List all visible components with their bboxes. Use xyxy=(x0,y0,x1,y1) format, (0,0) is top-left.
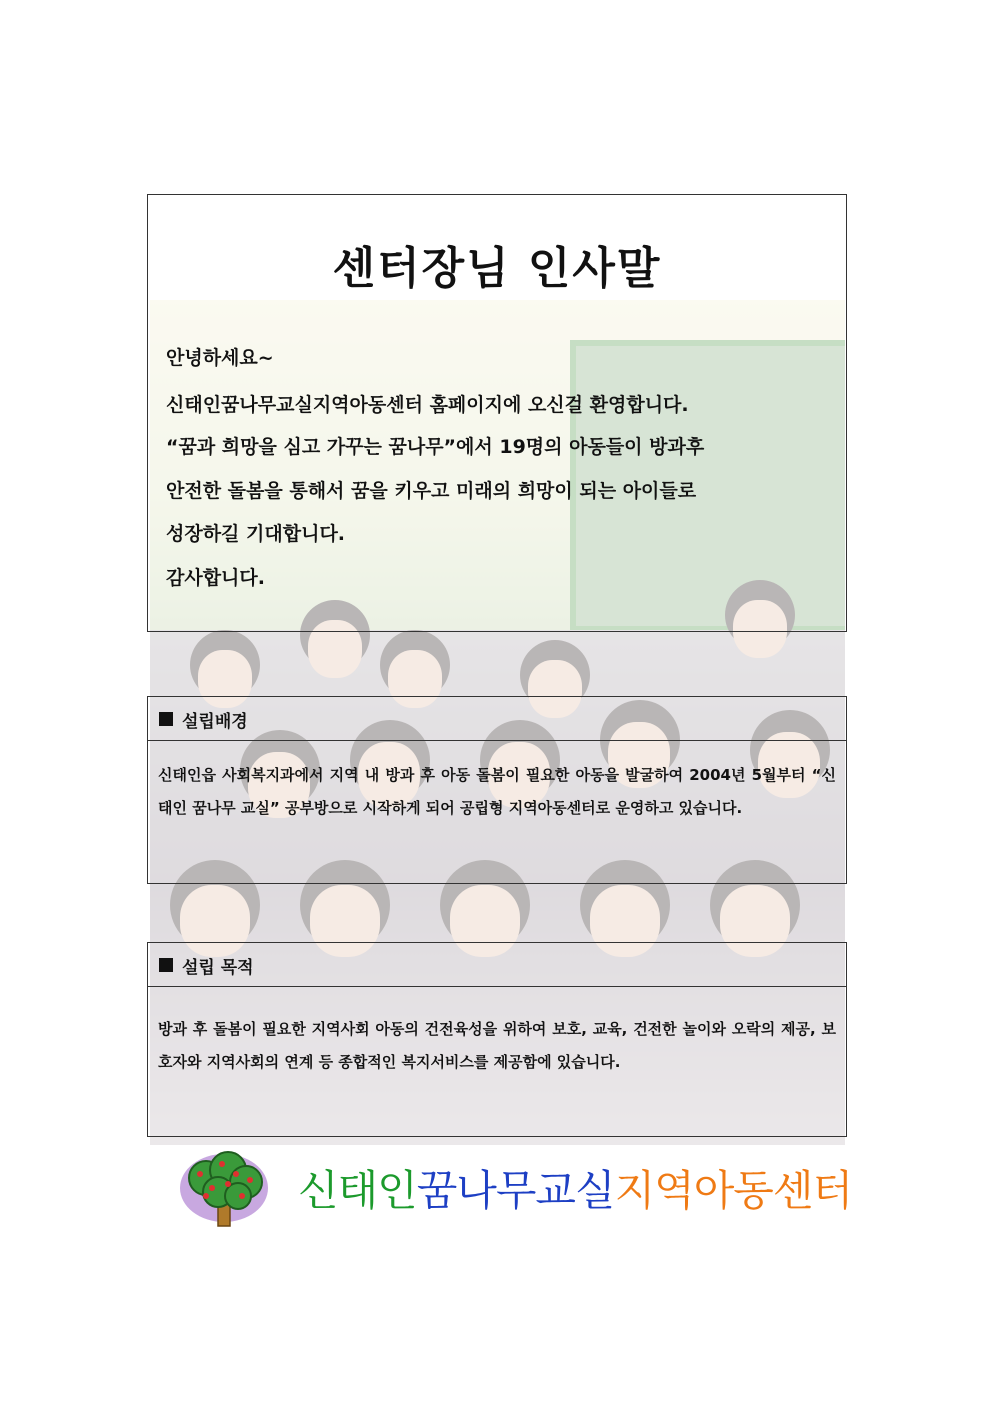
section-header xyxy=(148,697,846,741)
greeting-line: 감사합니다. xyxy=(166,567,265,589)
square-bullet-icon xyxy=(159,958,173,972)
page-title: 센터장님 인사말 xyxy=(332,243,662,294)
center-name xyxy=(298,1158,852,1218)
greeting-line: 신태인꿈나무교실지역아동센터 홈페이지에 오신걸 환영합니다. xyxy=(166,394,689,416)
greeting-line: 성장하길 기대합니다. xyxy=(166,523,346,545)
center-name-part2: 꿈나무교실 xyxy=(416,1166,615,1215)
section-body: 방과 후 돌봄이 필요한 지역사회 아동의 건전육성을 위하여 보호, 교육, 건전한 놀이와 오락의 제공, 보호자와 지역사회의 연계 등 종합적인 복지서비스를 제공함에 있습니다. xyxy=(158,1020,836,1071)
section-body: 신태인읍 사회복지과에서 지역 내 방과 후 아동 돌봄이 필요한 아동을 발굴하여 2004년 5월부터 “신태인 꿈나무 교실” 공부방으로 시작하게 되어 공립형 지역아동센터로 운영하고 있습니다. xyxy=(158,766,836,817)
greeting-line: 안녕하세요~ xyxy=(166,347,274,369)
section-background xyxy=(147,696,847,884)
greeting-line: “꿈과 희망을 심고 가꾸는 꿈나무”에서 19명의 아동들이 방과후 xyxy=(166,436,705,458)
tree-icon xyxy=(178,1148,270,1232)
section-purpose xyxy=(147,942,847,1137)
section-heading: 설립배경 xyxy=(182,712,248,732)
section-header xyxy=(148,943,846,987)
greeting-line: 안전한 돌봄을 통해서 꿈을 키우고 미래의 희망이 되는 아이들로 xyxy=(166,480,697,502)
square-bullet-icon xyxy=(159,712,173,726)
section-heading: 설립 목적 xyxy=(182,958,254,978)
center-name-part1: 신태인 xyxy=(298,1166,417,1215)
center-name-part3: 지역아동센터 xyxy=(614,1166,853,1215)
